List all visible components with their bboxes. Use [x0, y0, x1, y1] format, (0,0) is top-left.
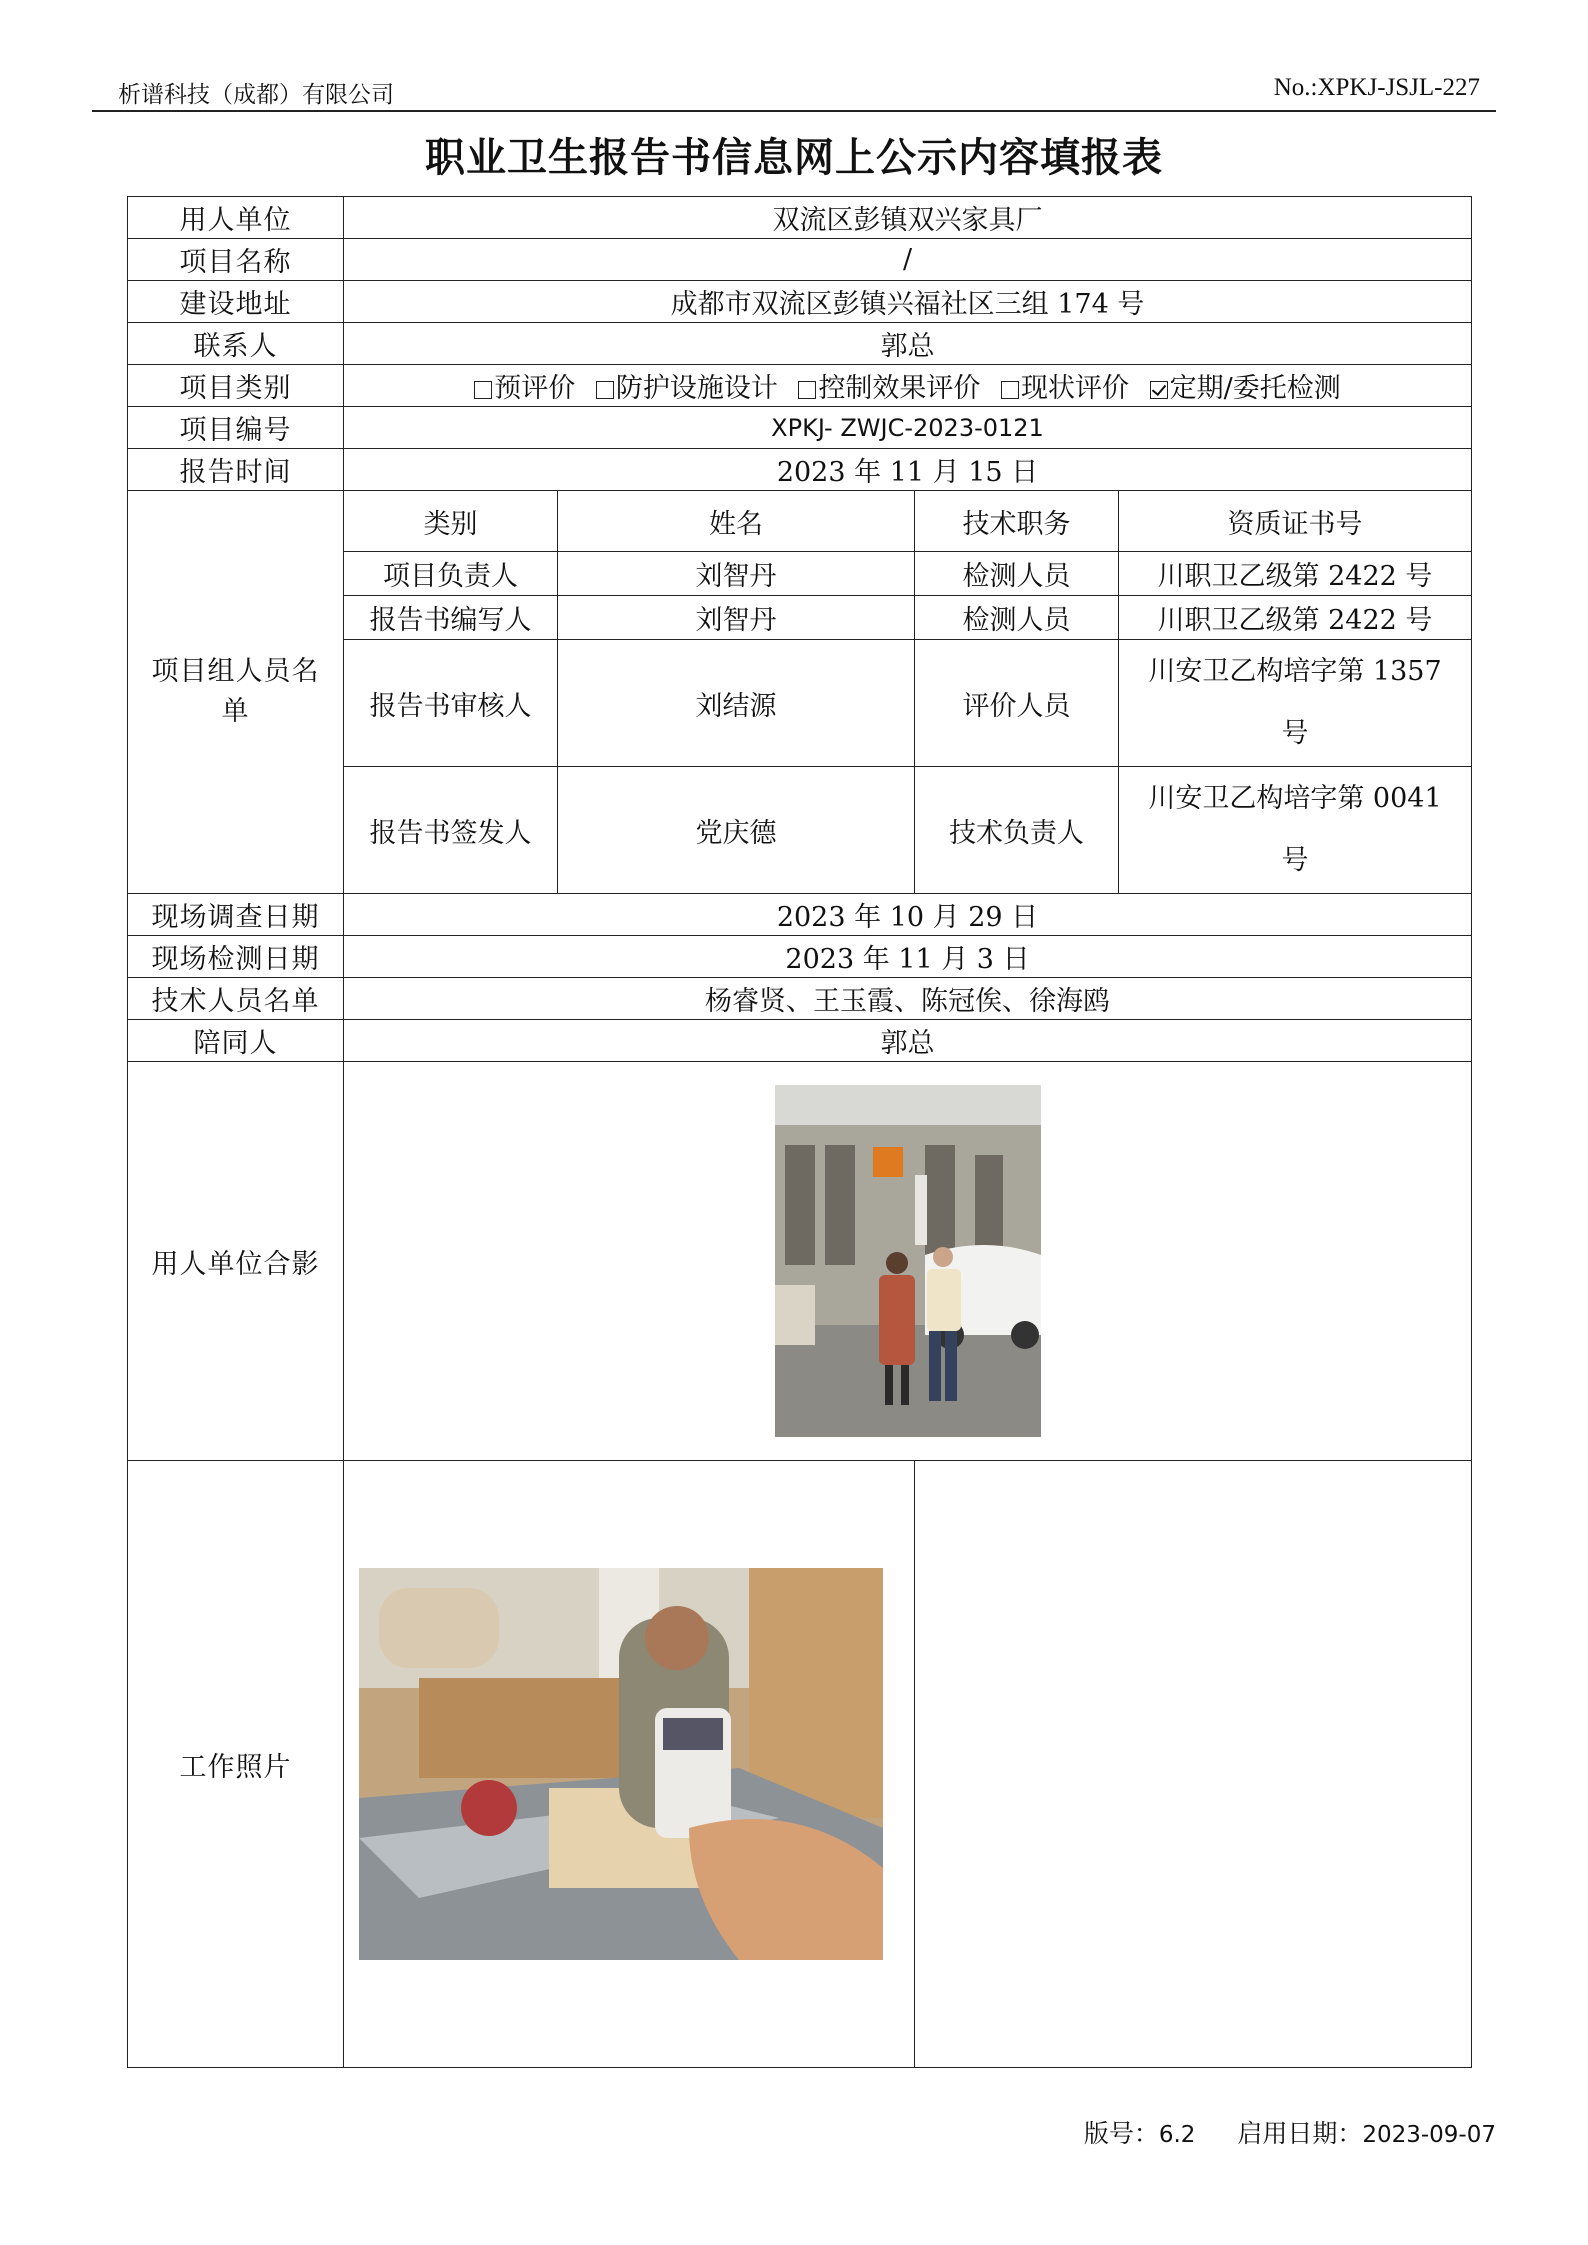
project-type-options — [344, 365, 1472, 407]
test-date-value: 2023 年 11 月 3 日 — [344, 936, 1472, 978]
address-label: 建设地址 — [128, 281, 344, 323]
work-photo-cell-left — [344, 1461, 915, 2068]
member-role: 报告书审核人 — [344, 640, 558, 767]
technicians-label: 技术人员名单 — [128, 978, 344, 1020]
work-photo-image — [359, 1568, 883, 1960]
effective-date-value: 2023-09-07 — [1362, 2122, 1496, 2148]
escort-value: 郭总 — [344, 1020, 1472, 1062]
contact-label: 联系人 — [128, 323, 344, 365]
survey-date-label: 现场调查日期 — [128, 894, 344, 936]
project-type-label: 项目类别 — [128, 365, 344, 407]
checkbox-icon[interactable] — [1001, 381, 1019, 399]
project-name-value: / — [344, 239, 1472, 281]
member-cert: 川职卫乙级第 2422 号 — [1119, 596, 1472, 640]
work-photo-label: 工作照片 — [128, 1461, 344, 2068]
checkbox-icon[interactable] — [798, 381, 816, 399]
member-title: 检测人员 — [915, 552, 1119, 596]
option-status-evaluation[interactable]: 现状评价 — [1001, 373, 1129, 404]
member-cert: 川安卫乙构培字第 0041 号 — [1119, 767, 1472, 894]
effective-date-label: 启用日期： — [1237, 2119, 1363, 2148]
row-group-photo — [128, 1062, 1472, 1461]
member-name: 刘智丹 — [558, 552, 915, 596]
row-address — [128, 281, 1472, 323]
checkbox-icon[interactable] — [474, 381, 492, 399]
report-form-table — [127, 196, 1472, 2068]
page-title: 职业卫生报告书信息网上公示内容填报表 — [425, 135, 1163, 181]
address-value: 成都市双流区彭镇兴福社区三组 174 号 — [344, 281, 1472, 323]
employer-label: 用人单位 — [128, 197, 344, 239]
report-date-value: 2023 年 11 月 15 日 — [344, 449, 1472, 491]
contact-value: 郭总 — [344, 323, 1472, 365]
checkbox-icon[interactable] — [596, 381, 614, 399]
report-date-label: 报告时间 — [128, 449, 344, 491]
team-label: 项目组人员名单 — [128, 491, 344, 894]
member-role: 项目负责人 — [344, 552, 558, 596]
row-employer — [128, 197, 1472, 239]
member-name: 党庆德 — [558, 767, 915, 894]
work-photo-cell-right — [915, 1461, 1472, 2068]
group-photo-label: 用人单位合影 — [128, 1062, 344, 1461]
employer-value: 双流区彭镇双兴家具厂 — [344, 197, 1472, 239]
member-role: 报告书编写人 — [344, 596, 558, 640]
member-title: 检测人员 — [915, 596, 1119, 640]
header-divider — [92, 110, 1496, 112]
member-title: 评价人员 — [915, 640, 1119, 767]
footer — [1084, 2114, 1496, 2150]
test-date-label: 现场检测日期 — [128, 936, 344, 978]
row-escort — [128, 1020, 1472, 1062]
checkbox-checked-icon[interactable] — [1150, 381, 1168, 399]
row-technicians — [128, 978, 1472, 1020]
member-cert: 川安卫乙构培字第 1357 号 — [1119, 640, 1472, 767]
survey-date-value: 2023 年 10 月 29 日 — [344, 894, 1472, 936]
project-no-value: XPKJ- ZWJC-2023-0121 — [344, 407, 1472, 449]
team-col-title: 技术职务 — [915, 491, 1119, 552]
document-number: No.:XPKJ-JSJL-227 — [1273, 74, 1480, 101]
row-project-type — [128, 365, 1472, 407]
escort-label: 陪同人 — [128, 1020, 344, 1062]
row-project-no — [128, 407, 1472, 449]
group-photo-illustration — [775, 1085, 1041, 1437]
member-role: 报告书签发人 — [344, 767, 558, 894]
row-survey-date — [128, 894, 1472, 936]
group-photo-image — [775, 1085, 1041, 1437]
option-periodic-testing[interactable]: 定期/委托检测 — [1150, 373, 1341, 404]
team-col-cert: 资质证书号 — [1119, 491, 1472, 552]
row-project-name — [128, 239, 1472, 281]
team-header-row — [128, 491, 1472, 552]
team-col-name: 姓名 — [558, 491, 915, 552]
row-contact — [128, 323, 1472, 365]
project-name-label: 项目名称 — [128, 239, 344, 281]
option-control-effect[interactable]: 控制效果评价 — [798, 373, 980, 404]
team-col-role: 类别 — [344, 491, 558, 552]
technicians-value: 杨睿贤、王玉霞、陈冠俟、徐海鸥 — [344, 978, 1472, 1020]
member-name: 刘智丹 — [558, 596, 915, 640]
member-title: 技术负责人 — [915, 767, 1119, 894]
member-name: 刘结源 — [558, 640, 915, 767]
row-report-date — [128, 449, 1472, 491]
row-test-date — [128, 936, 1472, 978]
version-label: 版号： — [1083, 2119, 1159, 2148]
work-photo-illustration — [359, 1568, 883, 1960]
project-no-label: 项目编号 — [128, 407, 344, 449]
member-cert: 川职卫乙级第 2422 号 — [1119, 552, 1472, 596]
group-photo-cell — [344, 1062, 1472, 1461]
company-name: 析谱科技（成都）有限公司 — [118, 82, 394, 108]
option-protection-design[interactable]: 防护设施设计 — [596, 373, 778, 404]
version-value: 6.2 — [1158, 2122, 1196, 2148]
row-work-photos — [128, 1461, 1472, 2068]
option-pre-evaluation[interactable]: 预评价 — [474, 373, 575, 404]
